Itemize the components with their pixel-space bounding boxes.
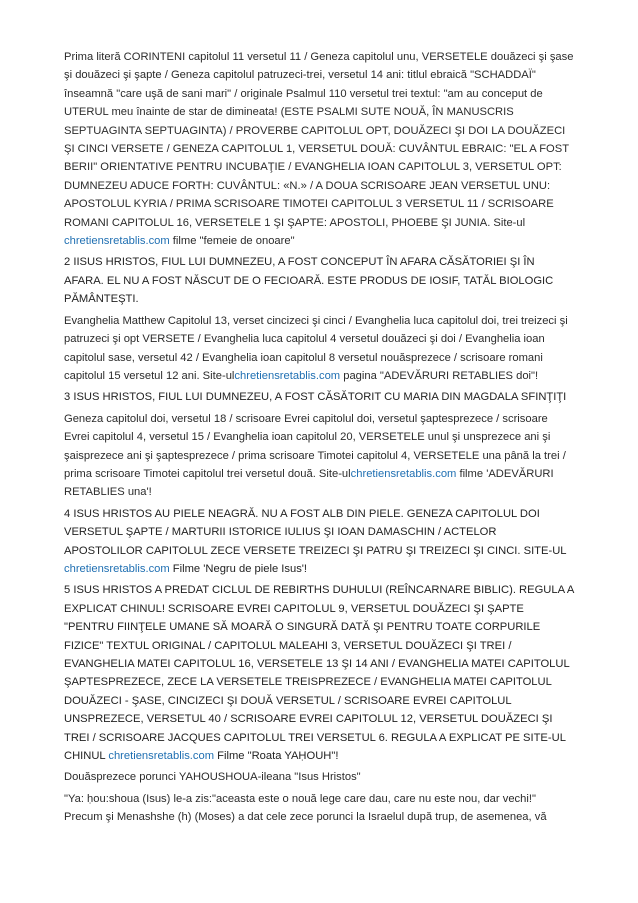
paragraph-text: 2 IISUS HRISTOS, FIUL LUI DUMNEZEU, A FOST CONCEPUT ÎN AFARA CĂSĂTORIEI ŞI ÎN AFARA. EL NU A FOST NĂSCUT DE O FECIOARĂ. ESTE PRODUS DE IOSIF, TATĂL BIOLOGIC PĂMÂNTEŞTI. bbox=[64, 256, 554, 306]
body-paragraph bbox=[64, 768, 576, 786]
document-page bbox=[64, 48, 576, 830]
paragraph-text: Filme "Roata YAḤOUH"! bbox=[214, 750, 339, 763]
site-link[interactable]: chretiensretablis.com bbox=[64, 235, 170, 248]
section-heading-paragraph bbox=[64, 388, 576, 406]
section-heading-paragraph bbox=[64, 581, 576, 765]
paragraph-text: filme "femeie de onoare" bbox=[169, 235, 295, 248]
paragraph-text: pagina "ADEVĂRURI RETABLIES doi"! bbox=[340, 369, 539, 382]
site-link[interactable]: chretiensretablis.com bbox=[234, 369, 341, 382]
body-paragraph bbox=[64, 312, 576, 386]
paragraph-text: Prima literă CORINTENI capitolul 11 versetul 11 / Geneza capitolul unu, VERSETELE douăzeci şi şase şi douăzeci şi şapte / Geneza capitolul patruzeci-trei, versetul 14 ani: titlul ebraică "SCHADDAÏ" înseamnă "care uşă de sani mari" / originale Psalmul 110 versetul trei textul: "am au conceput de UTERUL meu înainte de star de dimineata! (ESTE PSALMI SUTE NOUĂ, ÎN MANUSCRIS SEPTUAGINTA SEPTUAGINTA) / PROVERBE CAPITOLUL OPT, DOUĂZECI ŞI DOI LA DOUĂZECI ŞI CINCI VERSETE / GENEZA CAPITOLUL 1, VERSETUL DOUĂ: CUVÂNTUL EBRAIC: "EL A FOST BERII" ORIENTATIVE PENTRU INCUBAŢIE / EVANGHELIA IOAN CAPITOLUL 3, VERSETUL OPT: DUMNEZEU ADUCE FORTH: CUVÂNTUL: «N.» / A DOUA SCRISOARE JEAN VERSETUL UNU: APOSTOLUL KYRIA / PRIMA SCRISOARE TIMOTEI CAPITOLUL 3 VERSETUL 11 / SCRISOARE ROMANI CAPITOLUL 16, VERSETELE 1 ŞI ŞAPTE: APOSTOLI, PHOEBE ŞI JUNIA. Site-ul bbox=[64, 51, 574, 229]
paragraph-text: Evanghelia Matthew Capitolul 13, verset cincizeci şi cinci / Evanghelia luca capitolul doi, trei treizeci şi patruzeci şi opt VERSETE / Evanghelia luca capitolul 4 versetul douăzeci şi doi / Evanghelia ioan capitolul sase, versetul 42 / Evanghelia ioan capitolul 8 versetul nouăsprezece / scrisoare romani capitolul 15 versetul 12 ani. Site-ul bbox=[64, 314, 568, 382]
paragraph-text: filme 'ADEVĂRURI RETABLIES una'! bbox=[64, 467, 554, 499]
site-link[interactable]: chretiensretablis.com bbox=[108, 750, 215, 763]
section-heading-paragraph bbox=[64, 253, 576, 308]
site-link[interactable]: chretiensretablis.com bbox=[64, 562, 170, 575]
body-paragraph bbox=[64, 790, 576, 827]
paragraph-text: 4 ISUS HRISTOS AU PIELE NEAGRĂ. NU A FOST ALB DIN PIELE. GENEZA CAPITOLUL DOI VERSETUL ŞAPTE / MARTURII ISTORICE IULIUS ŞI IOAN DAMASCHIN / ACTELOR APOSTOLILOR CAPITOLUL ZECE VERSETE TREIZECI ŞI PATRU ŞI TREIZECI ŞI CINCI. SITE-UL bbox=[64, 507, 567, 557]
body-paragraph bbox=[64, 48, 576, 250]
paragraph-text: "Ya: ḥou:shoua (Isus) le-a zis:"aceasta este o nouă lege care dau, care nu este nou, dar vechi!" Precum şi Menashshe (h) (Moses) a dat cele zece porunci la Israelul după trup, de asemenea, vă bbox=[64, 792, 547, 824]
paragraph-text: Geneza capitolul doi, versetul 18 / scrisoare Evrei capitolul doi, versetul şaptesprezece / scrisoare Evrei capitolul 4, versetul 15 / Evanghelia ioan capitolul 20, VERSETELE unul şi unsprezece ani şi şaisprezece ani şi şaptesprezece / prima scrisoare Timotei capitolul 4, VERSETELE una până la trei / prima scrisoare Timotei capitolul trei versetul două. Site-ul bbox=[64, 412, 566, 480]
site-link[interactable]: chretiensretablis.com bbox=[350, 467, 457, 480]
paragraph-text: 3 ISUS HRISTOS, FIUL LUI DUMNEZEU, A FOST CĂSĂTORIT CU MARIA DIN MAGDALA SFINŢIŢI bbox=[64, 391, 567, 404]
section-heading-paragraph bbox=[64, 505, 576, 579]
paragraph-text: Filme 'Negru de piele Isus'! bbox=[169, 562, 308, 575]
paragraph-text: Douăsprezece porunci YAHOUSHOUA-ileana "Isus Hristos" bbox=[64, 771, 361, 784]
body-paragraph bbox=[64, 410, 576, 502]
paragraph-text: 5 ISUS HRISTOS A PREDAT CICLUL DE REBIRTHS DUHULUI (REÎNCARNARE BIBLIC). REGULA A EXPLICAT CHINUL! SCRISOARE EVREI CAPITOLUL 9, VERSETUL DOUĂZECI ŞI ŞAPTE "PENTRU FIINŢELE UMANE SĂ MOARĂ O SINGURĂ DATĂ ŞI PENTRU TOATE CORPURILE FIZICE" TEXTUL ORIGINAL / CAPITOLUL MALEAHI 3, VERSETUL DOUĂZECI ŞI TREI / EVANGHELIA MATEI CAPITOLUL 16, VERSETELE 13 ŞI 14 ANI / EVANGHELIA MATEI CAPITOLUL ŞAPTESPREZECE, ZECE LA VERSETELE TREISPREZECE / EVANGHELIA MATEI CAPITOLUL DOUĂZECI - ŞASE, CINCIZECI ŞI DOUĂ VERSETUL / SCRISOARE EVREI CAPITOLUL UNSPREZECE, VERSETUL 40 / SCRISOARE EVREI CAPITOLUL 12, VERSETUL DOUĂZECI ŞI TREI / SCRISOARE JACQUES CAPITOLUL TREI VERSETUL 6. REGULA A EXPLICAT PE SITE-UL CHINUL bbox=[64, 584, 574, 763]
